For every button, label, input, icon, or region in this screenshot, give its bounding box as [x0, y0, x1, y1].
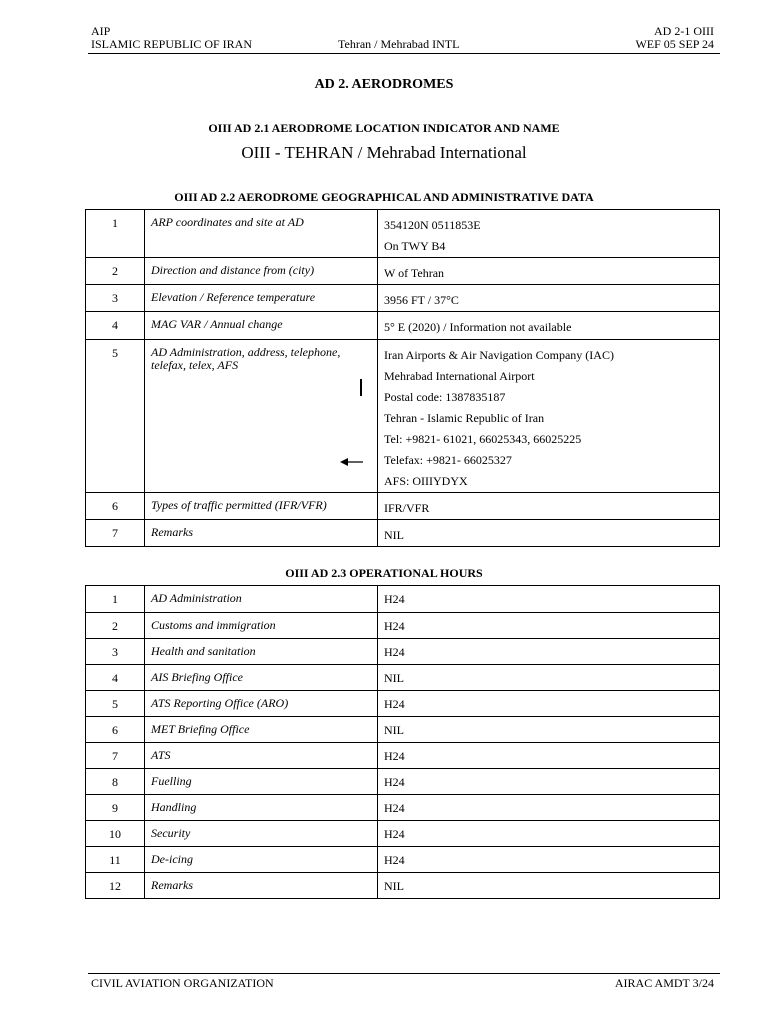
row-number: 2 [86, 258, 145, 285]
row-number: 6 [86, 717, 145, 743]
section-22-heading: OIII AD 2.2 AERODROME GEOGRAPHICAL AND ADMINISTRATIVE DATA [174, 190, 594, 204]
row-value: H24 [378, 821, 720, 847]
row-number: 2 [86, 613, 145, 639]
table-row [86, 821, 720, 847]
value-line: Mehrabad International Airport [384, 369, 535, 383]
header-rule [88, 53, 720, 54]
aerodrome-name: OIII - TEHRAN / Mehrabad International [241, 143, 527, 162]
row-value [378, 210, 720, 258]
footer-organization: CIVIL AVIATION ORGANIZATION [91, 976, 274, 990]
table-row [86, 873, 720, 899]
row-number: 12 [86, 873, 145, 899]
table-row [86, 586, 720, 613]
value-line: Telefax: +9821- 66025327 [384, 453, 512, 467]
table-row [86, 691, 720, 717]
row-label: AD Administration [145, 586, 378, 613]
amendment-bar [360, 379, 362, 396]
row-label: Direction and distance from (city) [145, 258, 378, 285]
page-title: AD 2. AERODROMES [314, 77, 454, 92]
row-value [378, 285, 720, 312]
row-number: 4 [86, 312, 145, 340]
row-value: H24 [378, 795, 720, 821]
geo-admin-table [85, 209, 720, 547]
row-number: 10 [86, 821, 145, 847]
operational-hours-table [85, 585, 720, 899]
footer-rule [88, 973, 720, 974]
value-line: Tehran - Islamic Republic of Iran [384, 411, 545, 425]
value-line: NIL [384, 528, 404, 542]
row-number: 5 [86, 691, 145, 717]
row-label: De-icing [145, 847, 378, 873]
header-effective-date: WEF 05 SEP 24 [635, 37, 714, 51]
table-row [86, 285, 720, 312]
value-line: Tel: +9821- 61021, 66025343, 66025225 [384, 432, 582, 446]
table-row [86, 210, 720, 258]
table-row [86, 665, 720, 691]
row-label: AIS Briefing Office [145, 665, 378, 691]
row-number: 9 [86, 795, 145, 821]
row-label: Fuelling [145, 769, 378, 795]
row-label: MAG VAR / Annual change [145, 312, 378, 340]
header-aerodrome: Tehran / Mehrabad INTL [338, 37, 460, 51]
table-row [86, 847, 720, 873]
row-value [378, 340, 720, 493]
row-number: 11 [86, 847, 145, 873]
value-line: 5° E (2020) / Information not available [384, 320, 572, 334]
table-row [86, 493, 720, 520]
row-label: Elevation / Reference temperature [145, 285, 378, 312]
row-value: H24 [378, 613, 720, 639]
row-label: Customs and immigration [145, 613, 378, 639]
row-label: Types of traffic permitted (IFR/VFR) [145, 493, 378, 520]
row-number: 6 [86, 493, 145, 520]
row-label: Remarks [145, 520, 378, 547]
value-line: W of Tehran [384, 266, 445, 280]
table-row [86, 743, 720, 769]
row-number: 8 [86, 769, 145, 795]
row-value [378, 312, 720, 340]
row-label: Remarks [145, 873, 378, 899]
section-21-heading: OIII AD 2.1 AERODROME LOCATION INDICATOR AND NAME [208, 121, 560, 135]
row-value [378, 493, 720, 520]
row-value: H24 [378, 586, 720, 613]
row-number: 7 [86, 520, 145, 547]
table-row [86, 258, 720, 285]
footer-amendment: AIRAC AMDT 3/24 [614, 976, 714, 990]
row-number: 1 [86, 210, 145, 258]
row-number: 5 [86, 340, 145, 493]
row-value: H24 [378, 769, 720, 795]
header-aip: AIP [91, 24, 111, 38]
table-row [86, 520, 720, 547]
header-page-ref: AD 2-1 OIII [654, 24, 714, 38]
table-row [86, 639, 720, 665]
value-line: On TWY B4 [384, 239, 446, 253]
row-number: 4 [86, 665, 145, 691]
value-line: Postal code: 1387835187 [384, 390, 506, 404]
row-label: Handling [145, 795, 378, 821]
table-row [86, 312, 720, 340]
row-value: H24 [378, 639, 720, 665]
row-value: NIL [378, 717, 720, 743]
row-value: NIL [378, 665, 720, 691]
row-label: MET Briefing Office [145, 717, 378, 743]
row-label: Health and sanitation [145, 639, 378, 665]
row-label: ATS [145, 743, 378, 769]
header-country: ISLAMIC REPUBLIC OF IRAN [91, 37, 253, 51]
row-value: H24 [378, 847, 720, 873]
row-value: H24 [378, 743, 720, 769]
table-row [86, 340, 720, 493]
row-label: AD Administration, address, telephone, telefax, telex, AFS [145, 340, 378, 493]
table-row [86, 769, 720, 795]
value-line: AFS: OIIIYDYX [384, 474, 468, 488]
row-label: ARP coordinates and site at AD [145, 210, 378, 258]
table-row [86, 613, 720, 639]
row-number: 3 [86, 639, 145, 665]
row-value [378, 520, 720, 547]
row-value: H24 [378, 691, 720, 717]
row-value [378, 258, 720, 285]
row-number: 7 [86, 743, 145, 769]
table-row [86, 795, 720, 821]
row-number: 1 [86, 586, 145, 613]
amendment-arrow-icon [340, 457, 364, 467]
value-line: 354120N 0511853E [384, 218, 481, 232]
row-label: Security [145, 821, 378, 847]
value-line: Iran Airports & Air Navigation Company (IAC) [384, 348, 614, 362]
row-label: ATS Reporting Office (ARO) [145, 691, 378, 717]
section-23-heading: OIII AD 2.3 OPERATIONAL HOURS [285, 566, 483, 580]
value-line: IFR/VFR [384, 501, 430, 515]
row-value: NIL [378, 873, 720, 899]
table-row [86, 717, 720, 743]
value-line: 3956 FT / 37°C [384, 293, 459, 307]
row-number: 3 [86, 285, 145, 312]
